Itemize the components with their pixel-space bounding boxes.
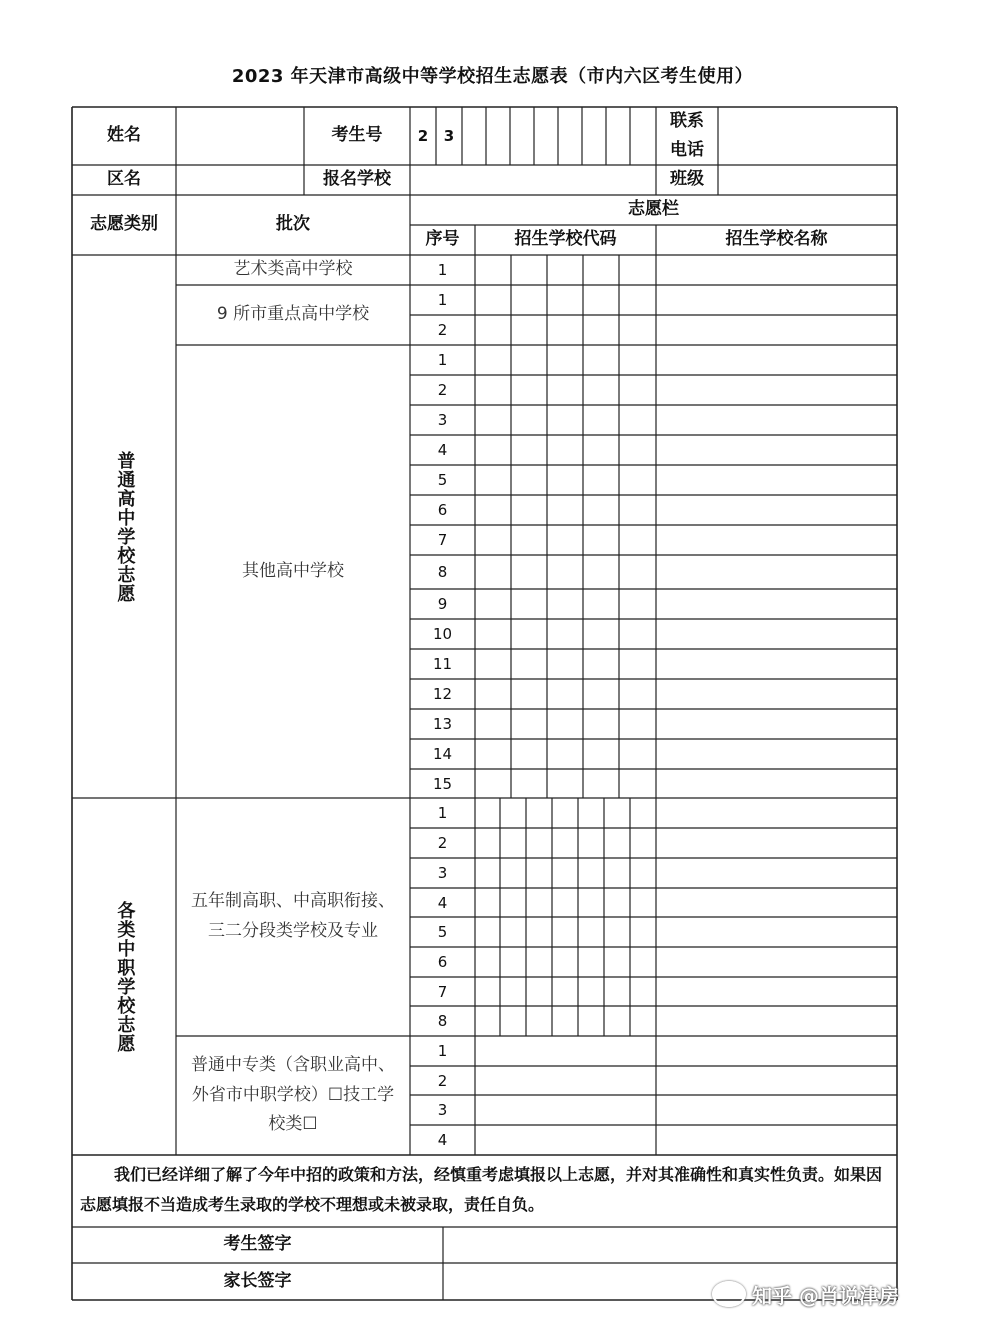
exam-no-label: 考生号 [331,125,383,146]
form-title: 2023 年天津市高级中等学校招生志愿表（市内六区考生使用） [231,66,754,87]
exam-no-digit-2[interactable]: 3 [443,127,455,145]
phone-label: 联系电话 [670,111,704,160]
seq-number: 8 [437,1012,448,1030]
name-label: 姓名 [107,125,141,146]
batch-five-year: 五年制高职、中高职衔接、三二分段类学校及专业 [191,891,395,941]
wish-column-header: 志愿栏 [628,199,679,220]
exam-no-digit-1[interactable]: 2 [417,127,429,145]
seq-number: 1 [437,351,448,369]
seq-number: 14 [432,745,453,763]
parent-signature-label: 家长签字 [223,1270,292,1291]
seq-number: 2 [437,834,448,852]
phone-field[interactable] [718,107,897,165]
seq-number: 12 [432,685,453,703]
batch-other-high: 其他高中学校 [242,560,344,581]
seq-number: 2 [437,321,448,339]
batch-header: 批次 [276,214,310,235]
class-label: 班级 [670,169,704,190]
seq-number: 3 [437,864,448,882]
batch-art-schools: 艺术类高中学校 [233,259,353,280]
batch-key-schools: 9 所市重点高中学校 [216,304,370,325]
watermark-text: 知乎 @肖说津房 [752,1283,899,1308]
watermark [712,1277,972,1311]
seq-number: 3 [437,411,448,429]
category-vocational: 各类中职学校志愿 [114,900,136,1053]
seq-number: 2 [437,1071,448,1090]
school-field[interactable] [410,165,656,195]
seq-number: 1 [437,291,448,309]
seq-number: 4 [437,893,448,912]
student-signature-field[interactable] [443,1227,897,1263]
category-header: 志愿类别 [90,214,158,235]
seq-number: 1 [437,804,448,822]
seq-number: 13 [432,715,453,733]
seq-number: 7 [437,982,448,1001]
school-label: 报名学校 [323,169,391,190]
name-field[interactable] [176,107,304,165]
seq-number: 7 [437,531,448,549]
seq-number: 1 [437,261,448,279]
declaration-text: 我们已经详细了解了今年中招的政策和方法，经慎重考虑填报以上志愿，并对其准确性和真实性负责。如果因志愿填报不当造成考生录取的学校不理想或未被录取，责任自负。 [80,1165,883,1214]
seq-number: 4 [437,1131,448,1149]
seq-number: 8 [437,563,448,581]
batch-secondary-tech: 普通中专类（含职业高中、外省市中职学校）☐技工学校类☐ [191,1054,395,1135]
code-header: 招生学校代码 [514,229,617,250]
seq-number: 5 [437,923,448,941]
school-name-header: 招生学校名称 [725,229,828,250]
district-field[interactable] [176,165,304,195]
seq-number: 2 [437,381,448,399]
district-label: 区名 [107,169,141,190]
seq-number: 6 [437,501,448,519]
class-field[interactable] [718,165,897,195]
seq-header: 序号 [425,229,460,250]
seq-number: 6 [437,953,448,971]
seq-number: 15 [432,774,453,793]
seq-number: 11 [432,655,453,673]
seq-number: 1 [437,1042,448,1060]
student-signature-label: 考生签字 [223,1234,292,1255]
seq-number: 9 [437,595,448,613]
seq-number: 4 [437,441,448,459]
seq-number: 5 [437,471,448,489]
seq-number: 3 [437,1101,448,1119]
seq-number: 10 [432,625,453,643]
wechat-icon [712,1281,746,1307]
category-general-high: 普通高中学校志愿 [114,450,136,603]
